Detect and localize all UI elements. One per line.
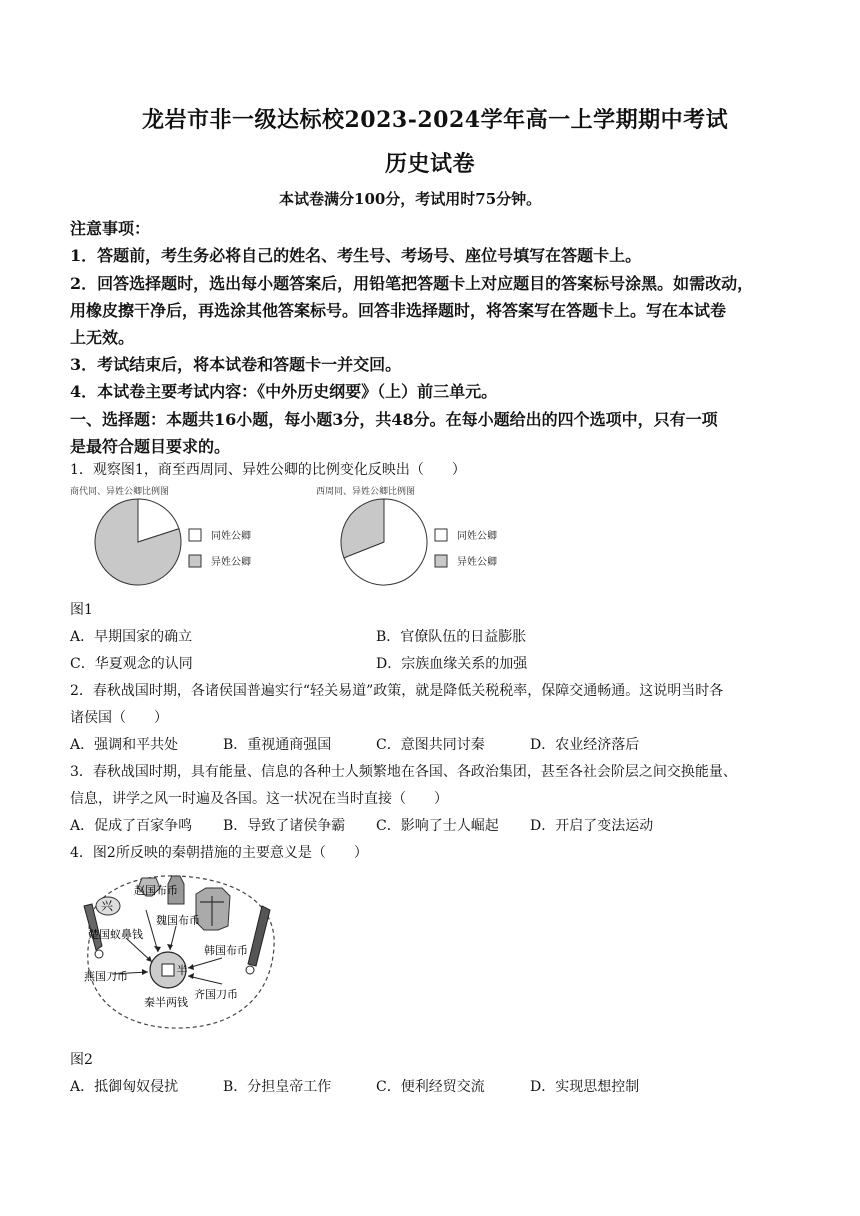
label-han: 韩国布币 <box>204 944 248 957</box>
q3-option-a[interactable]: A．促成了百家争鸣 <box>70 818 193 834</box>
legend-label: 异姓公卿 <box>457 557 497 568</box>
q3-stem-2: 信息，讲学之风一时遍及各国。这一状况在当时直接（ ） <box>70 791 448 807</box>
legend-swatch <box>435 555 447 567</box>
q2-stem-2: 诸侯国（ ） <box>70 710 168 726</box>
q1-option-b[interactable]: B．官僚队伍的日益膨胀 <box>376 629 527 645</box>
legend-swatch <box>189 555 201 567</box>
exam-title: 龙岩市非一级达标校2023-2024学年高一上学期期中考试 <box>142 107 729 133</box>
pie-chart-shang <box>70 485 251 585</box>
figure-2-label: 图2 <box>70 1052 93 1068</box>
note-2c: 上无效。 <box>70 328 135 347</box>
q4-stem: 4．图2所反映的秦朝措施的主要意义是（ ） <box>70 845 368 861</box>
q4-option-d[interactable]: D．实现思想控制 <box>530 1079 640 1095</box>
note-1: 1．答题前，考生务必将自己的姓名、考生号、考场号、座位号填写在答题卡上。 <box>70 246 642 265</box>
note-2b: 用橡皮擦干净后，再选涂其他答案标号。回答非选择题时，将答案写在答题卡上。写在本试卷 <box>70 301 727 320</box>
legend-label: 同姓公卿 <box>211 531 251 542</box>
q2-option-c[interactable]: C．意图共同讨秦 <box>376 737 485 753</box>
figure-2-currency-diagram <box>72 866 282 1042</box>
q1-option-d[interactable]: D．宗族血缘关系的加强 <box>376 656 528 672</box>
label-chu: 楚国蚁鼻钱 <box>88 928 143 941</box>
q3-stem-1: 3．春秋战国时期，具有能量、信息的各种士人频繁地在各国、各政治集团，甚至各社会阶层之间交换能量、 <box>70 764 737 780</box>
label-zhao: 赵国布币 <box>134 884 178 897</box>
q1-option-a[interactable]: A．早期国家的确立 <box>70 629 193 645</box>
section-1-line1: 一、选择题：本题共16小题，每小题3分，共48分。在每小题给出的四个选项中，只有一项 <box>70 410 718 429</box>
q4-option-b[interactable]: B．分担皇帝工作 <box>223 1079 332 1095</box>
label-qi: 齐国刀币 <box>194 988 238 1001</box>
q3-option-c[interactable]: C．影响了士人崛起 <box>376 818 499 834</box>
q2-option-a[interactable]: A．强调和平共处 <box>70 737 179 753</box>
q3-option-d[interactable]: D．开启了变法运动 <box>530 818 654 834</box>
pie-title: 西周同、异姓公卿比例图 <box>316 487 416 497</box>
qi-knife-coin-icon <box>246 906 270 974</box>
q3-option-b[interactable]: B．导致了诸侯争霸 <box>223 818 346 834</box>
figure-1-pie-charts <box>65 480 497 598</box>
q4-option-a[interactable]: A．抵御匈奴侵扰 <box>70 1079 179 1095</box>
q1-option-c[interactable]: C．华夏观念的认同 <box>70 656 193 672</box>
q4-option-c[interactable]: C．便利经贸交流 <box>376 1079 485 1095</box>
q2-option-d[interactable]: D．农业经济落后 <box>530 737 640 753</box>
q2-option-b[interactable]: B．重视通商强国 <box>223 737 332 753</box>
q1-stem: 1．观察图1，商至西周同、异姓公卿的比例变化反映出（ ） <box>70 462 466 478</box>
legend-swatch <box>189 529 201 541</box>
exam-info: 本试卷满分100分，考试用时75分钟。 <box>279 190 542 208</box>
han-spade-coin-icon <box>196 888 230 930</box>
legend-label: 异姓公卿 <box>211 557 251 568</box>
section-1-line2: 是最符合题目要求的。 <box>70 437 231 456</box>
pie-chart-western-zhou <box>316 485 497 585</box>
legend-swatch <box>435 529 447 541</box>
q2-stem-1: 2．春秋战国时期，各诸侯国普遍实行“轻关易道”政策，就是降低关税税率，保障交通畅通。这说明当时各 <box>70 683 724 699</box>
note-3: 3．考试结束后，将本试卷和答题卡一并交回。 <box>70 355 402 374</box>
coin-glyph-1: 兴 <box>100 899 114 913</box>
notes-heading: 注意事项： <box>70 219 151 238</box>
label-wei: 魏国布币 <box>156 914 200 927</box>
note-2a: 2．回答选择题时，选出每小题答案后，用铅笔把答题卡上对应题目的答案标号涂黑。如需改动， <box>70 274 754 293</box>
figure-1-label: 图1 <box>70 602 93 618</box>
legend-label: 同姓公卿 <box>457 531 497 542</box>
pie-title: 商代同、异姓公卿比例图 <box>70 487 170 497</box>
note-4: 4．本试卷主要考试内容：《中外历史纲要》（上）前三单元。 <box>70 382 498 401</box>
label-yan: 燕国刀币 <box>84 970 128 983</box>
coin-glyph-2: 半 <box>176 964 188 977</box>
label-qin: 秦半两钱 <box>144 996 188 1009</box>
exam-subtitle: 历史试卷 <box>385 151 476 177</box>
